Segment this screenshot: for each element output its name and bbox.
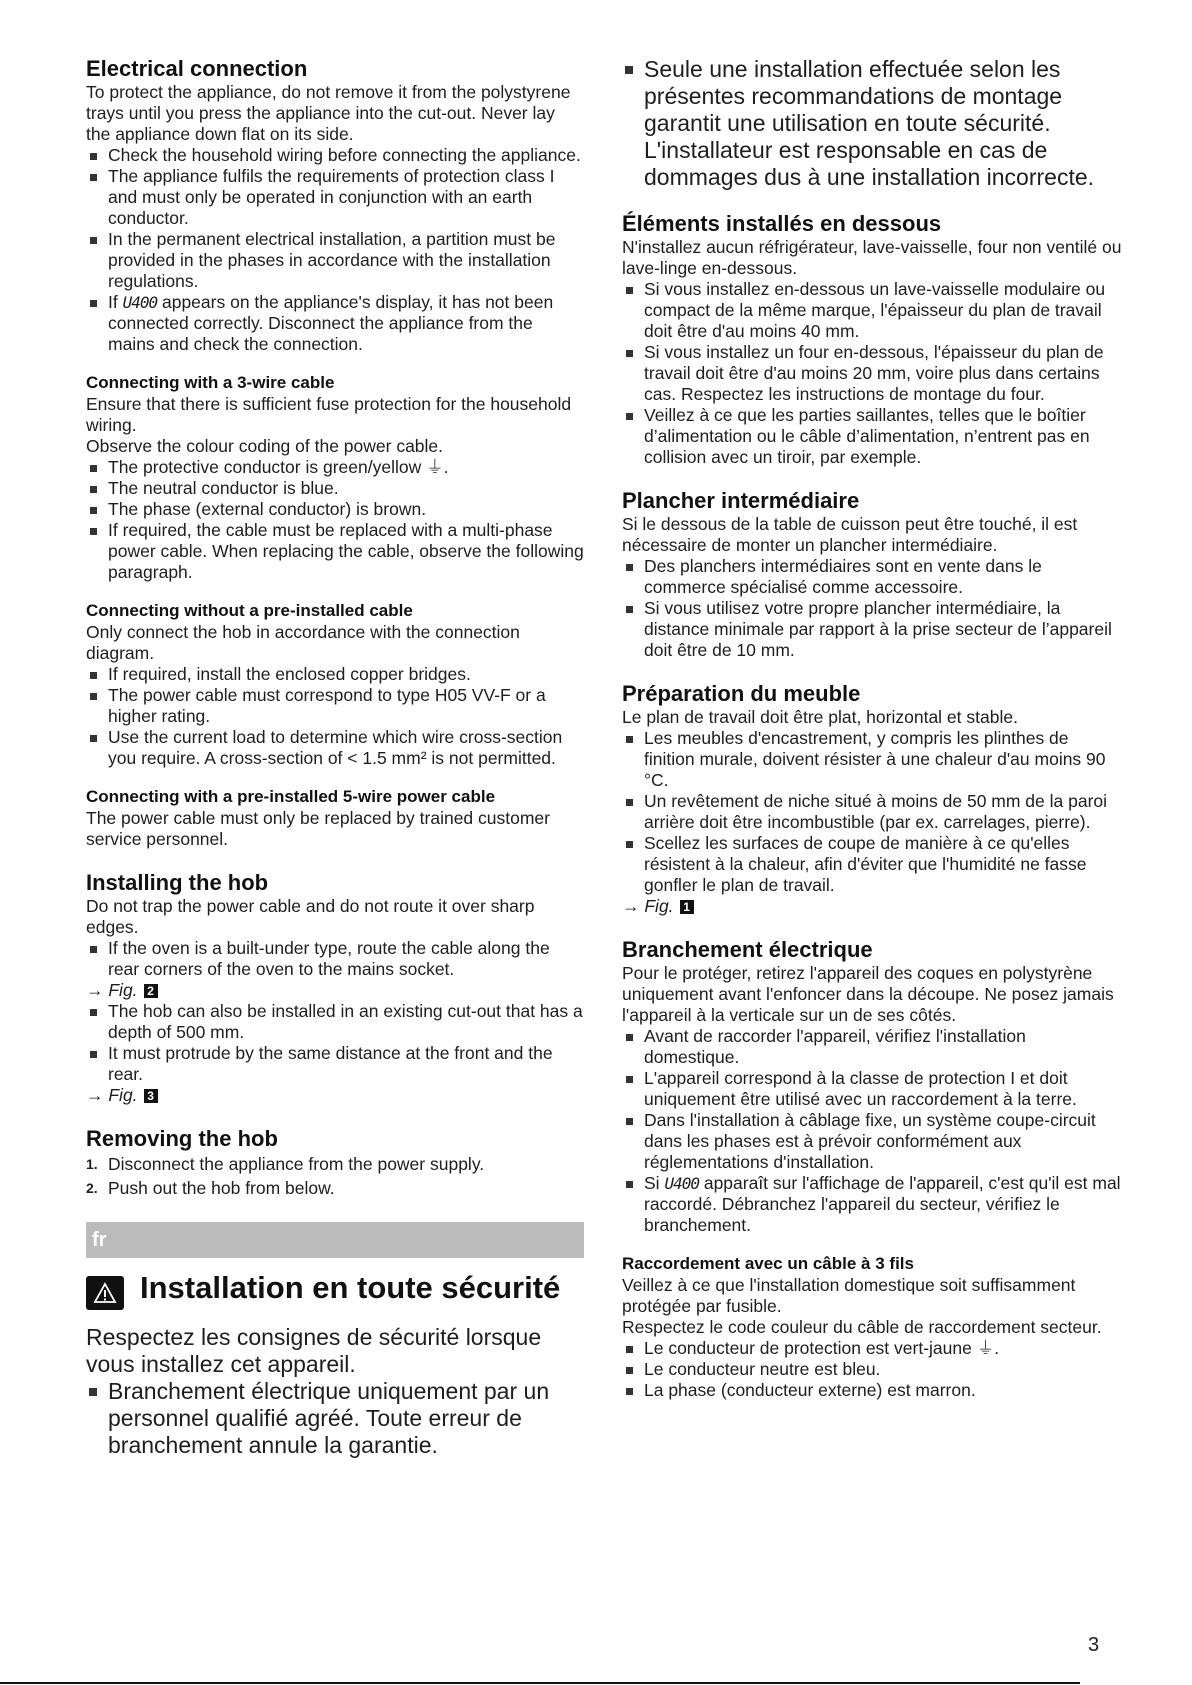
bullet-item-large: Seule une installation effectuée selon les présentes recommandations de montage garantit une utilisation en toute sécurité. L'installateur est responsable en cas de dommages dus à une installation incorrecte. [622, 56, 1122, 191]
bullet-item: Veillez à ce que les parties saillantes, telles que le boîtier d’alimentation ou le câble d’alimentation, n’entrent pas en collision avec un tiroir, par exemple. [622, 405, 1122, 468]
bottom-rule [0, 1682, 1080, 1684]
bullet-item [86, 292, 584, 355]
section-heading: Éléments installés en dessous [622, 211, 942, 236]
bullet-item: Des planchers intermédiaires sont en vente dans le commerce spécialisé comme accessoire. [622, 556, 1122, 598]
subsection-heading: Raccordement avec un câble à 3 fils [622, 1254, 914, 1273]
subsection-heading: Connecting with a pre-installed 5-wire power cable [86, 787, 496, 806]
bullet-item: Dans l'installation à câblage fixe, un système coupe-circuit dans les phases est à prévoir conformément aux réglementations d'installation. [622, 1110, 1122, 1173]
paragraph: Ensure that there is sufficient fuse protection for the household wiring. [86, 394, 572, 435]
language-bar: fr [86, 1222, 584, 1258]
bullet-item: Le conducteur de protection est vert-jaune ⏚. [622, 1338, 1122, 1359]
display-code: U400 [664, 1174, 699, 1193]
step-text: Disconnect the appliance from the power supply. [108, 1154, 485, 1174]
bullet-item: The power cable must correspond to type H05 VV-F or a higher rating. [86, 685, 584, 727]
paragraph: The power cable must only be replaced by trained customer service personnel. [86, 808, 550, 849]
figure-reference [86, 1085, 584, 1106]
bullet-item: The protective conductor is green/yellow ⏚. [86, 457, 584, 478]
bullet-item: Si vous installez un four en-dessous, l'épaisseur du plan de travail doit être d'au moins 20 mm, voire plus dans certains cas. Respectez les instructions de montage du four. [622, 342, 1122, 405]
bullet-item: The phase (external conductor) is brown. [86, 499, 584, 520]
paragraph: Observe the colour coding of the power cable. [86, 436, 444, 456]
bullet-item: If the oven is a built-under type, route the cable along the rear corners of the oven to the mains socket. [86, 938, 584, 980]
bullet-item: La phase (conducteur externe) est marron. [622, 1380, 1122, 1401]
subsection-heading: Connecting without a pre-installed cable [86, 601, 413, 620]
paragraph: To protect the appliance, do not remove it from the polystyrene trays until you press the appliance into the cut-out. Never lay the appliance down flat on its side. [86, 82, 571, 144]
warning-icon [86, 1276, 124, 1310]
bullet-item: Check the household wiring before connecting the appliance. [86, 145, 584, 166]
bullet-item: Scellez les surfaces de coupe de manière à ce qu'elles résistent à la chaleur, afin d'éviter que l'humidité ne fasse gonfler le plan de travail. [622, 833, 1122, 896]
paragraph: Do not trap the power cable and do not route it over sharp edges. [86, 896, 535, 937]
section-heading: Branchement électrique [622, 937, 873, 962]
bullet-item: Les meubles d'encastrement, y compris les plinthes de finition murale, doivent résister à une chaleur d'au moins 90 °C. [622, 728, 1122, 791]
safety-title-text: Installation en toute sécurité [140, 1270, 561, 1305]
bullet-item: If required, the cable must be replaced with a multi-phase power cable. When replacing the cable, observe the following paragraph. [86, 520, 584, 583]
figure-reference [86, 980, 584, 1001]
numbered-step [86, 1176, 584, 1200]
bullet-item: L'appareil correspond à la classe de protection I et doit uniquement être utilisé avec un raccordement à la terre. [622, 1068, 1122, 1110]
figure-label: → Fig. [622, 896, 674, 916]
bullet-item: Le conducteur neutre est bleu. [622, 1359, 1122, 1380]
step-number: 1. [86, 1156, 98, 1172]
section-heading: Removing the hob [86, 1126, 278, 1151]
bullet-item: It must protrude by the same distance at the front and the rear. [86, 1043, 584, 1085]
bullet-item: Si vous installez en-dessous un lave-vaisselle modulaire ou compact de la même marque, l'épaisseur du plan de travail doit être d'au moins 40 mm. [622, 279, 1122, 342]
subsection-heading: Connecting with a 3-wire cable [86, 373, 335, 392]
bullet-item [622, 1173, 1122, 1236]
bullet-text: If [108, 292, 123, 312]
bullet-text: appears on the appliance's display, it has not been connected correctly. Disconnect the appliance from the mains and check the connection. [108, 292, 554, 354]
figure-label: → Fig. [86, 1085, 138, 1105]
figure-label: → Fig. [86, 980, 138, 1000]
section-heading: Installing the hob [86, 870, 269, 895]
right-column [622, 56, 1122, 1401]
section-heading: Plancher intermédiaire [622, 488, 860, 513]
bullet-item: Un revêtement de niche situé à moins de 50 mm de la paroi arrière doit être incombustible (par ex. carrelages, pierre). [622, 791, 1122, 833]
step-text: Push out the hob from below. [108, 1178, 335, 1198]
section-heading: Préparation du meuble [622, 681, 861, 706]
paragraph: Only connect the hob in accordance with the connection diagram. [86, 622, 520, 663]
safety-title [86, 1272, 584, 1310]
display-code: U400 [122, 293, 158, 312]
bullet-item: Si vous utilisez votre propre plancher intermédiaire, la distance minimale par rapport à la prise secteur de l’appareil doit être de 10 mm. [622, 598, 1122, 661]
paragraph: N'installez aucun réfrigérateur, lave-vaisselle, four non ventilé ou lave-linge en-dessous. [622, 237, 1122, 278]
bullet-item: In the permanent electrical installation, a partition must be provided in the phases in accordance with the installation regulations. [86, 229, 584, 292]
paragraph: Si le dessous de la table de cuisson peut être touché, il est nécessaire de monter un plancher intermédiaire. [622, 514, 1078, 555]
bullet-item-large: Branchement électrique uniquement par un personnel qualifié agréé. Toute erreur de branchement annule la garantie. [86, 1378, 584, 1459]
numbered-step [86, 1152, 584, 1176]
paragraph: Pour le protéger, retirez l'appareil des coques en polystyrène uniquement avant l'enfoncer dans la découpe. Ne posez jamais l'appareil à la verticale sur un de ses côtés. [622, 963, 1114, 1025]
page-number: 3 [1088, 1634, 1100, 1656]
bullet-item: The neutral conductor is blue. [86, 478, 584, 499]
figure-number: 2 [144, 984, 158, 998]
bullet-item: The appliance fulfils the requirements of protection class I and must only be operated in conjunction with an earth conductor. [86, 166, 584, 229]
bullet-text: apparaît sur l'affichage de l'appareil, c'est qu'il est mal raccordé. Débranchez l'appareil du secteur, vérifiez le branchement. [644, 1173, 1121, 1235]
paragraph: Veillez à ce que l'installation domestique soit suffisamment protégée par fusible. [622, 1275, 1076, 1316]
bullet-item: The hob can also be installed in an existing cut-out that has a depth of 500 mm. [86, 1001, 584, 1043]
figure-number: 1 [680, 900, 694, 914]
bullet-item: Use the current load to determine which wire cross-section you require. A cross-section of < 1.5 mm² is not permitted. [86, 727, 584, 769]
bullet-item: If required, install the enclosed copper bridges. [86, 664, 584, 685]
left-column [86, 56, 584, 1459]
intro-paragraph: Respectez les consignes de sécurité lorsque vous installez cet appareil. [86, 1324, 542, 1377]
step-number: 2. [86, 1180, 98, 1196]
paragraph: Le plan de travail doit être plat, horizontal et stable. [622, 707, 1018, 727]
section-heading: Electrical connection [86, 56, 308, 81]
figure-reference [622, 896, 1122, 917]
bullet-item: Avant de raccorder l'appareil, vérifiez l'installation domestique. [622, 1026, 1122, 1068]
figure-number: 3 [144, 1089, 158, 1103]
paragraph: Respectez le code couleur du câble de raccordement secteur. [622, 1317, 1102, 1337]
bullet-text: Si [644, 1173, 665, 1193]
